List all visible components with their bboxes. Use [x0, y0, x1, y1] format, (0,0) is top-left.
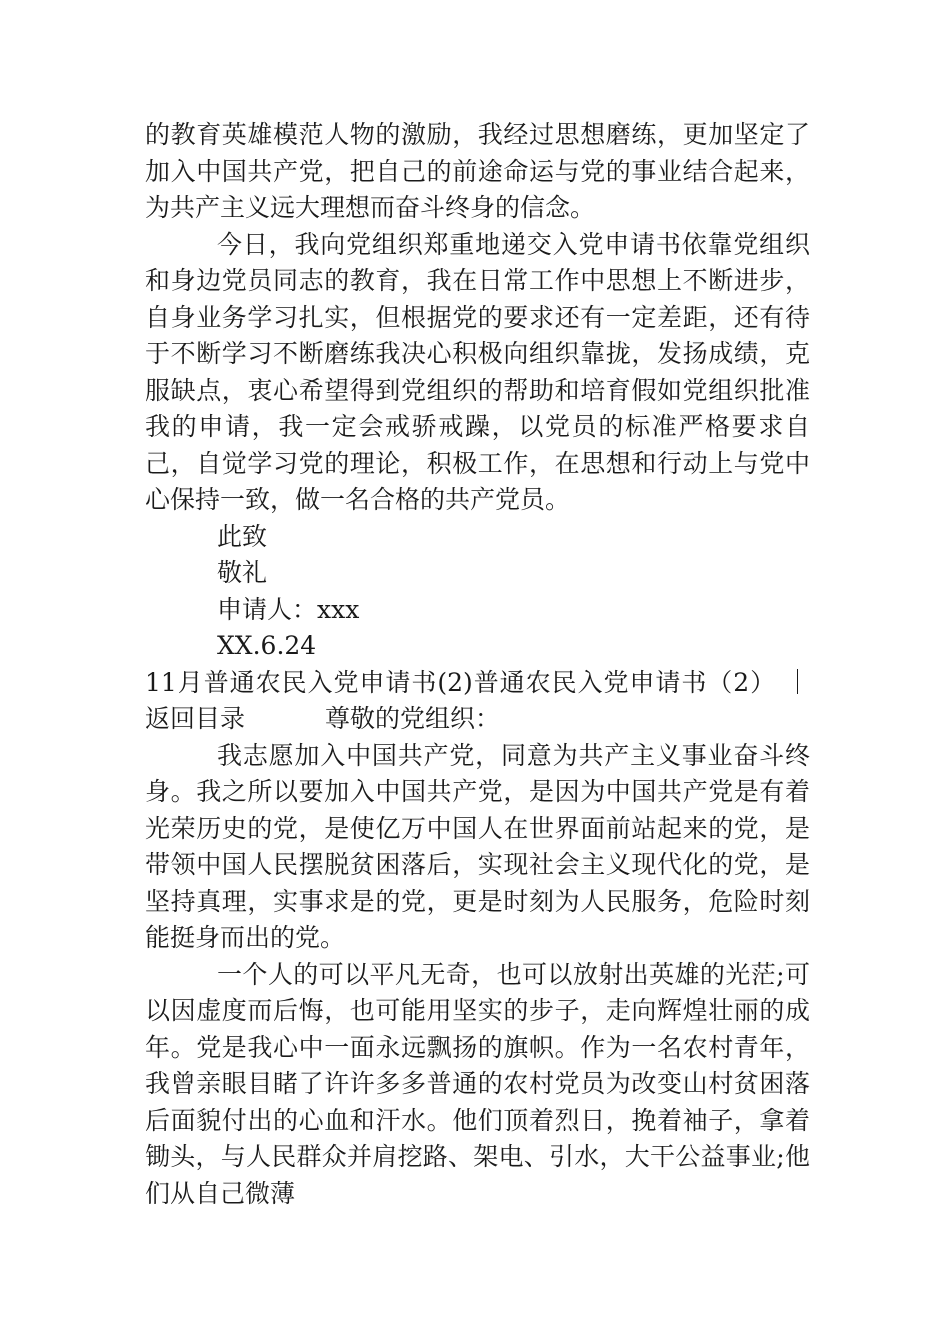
closing-jingli: 敬礼 — [217, 558, 268, 587]
document-body — [145, 117, 810, 1212]
paragraph-today: 今日，我向党组织郑重地递交入党申请书依靠党组织和身边党员同志的教育，我在日常工作中思想上不断进步，自身业务学习扎实，但根据党的要求还有一定差距，还有待于不断学习不断磨练我决心积极向组织靠拢，发扬成绩，克服缺点，衷心希望得到党组织的帮助和培育假如党组织批准我的申请，我一定会戒骄戒躁，以党员的标准严格要求自己，自觉学习党的理论，积极工作，在思想和行动上与党中心保持一致，做一名合格的共产党员。 — [145, 229, 810, 514]
closing-cizhi: 此致 — [217, 521, 268, 551]
paragraph-person: 一个人的可以平凡无奇，也可以放射出英雄的光茫;可以因虚度而后悔，也可能用坚实的步子，走向辉煌壮丽的成年。党是我心中一面永远飘扬的旗帜。作为一名农村青年，我曾亲眼目睹了许许多多普通的农村党员为改变山村贫困落后面貌付出的心血和汗水。他们顶着烈日，挽着袖子，拿着锄头，与人民群众并肩挖路、架电、引水，大干公益事业;他们从自己微薄 — [145, 959, 810, 1208]
salutation: 尊敬的党组织： — [325, 704, 501, 733]
section-heading-block — [145, 665, 810, 738]
section-heading[interactable]: 11月普通农民入党申请书(2)普通农民入党申请书（2） ｜ 返回目录 — [145, 667, 810, 733]
applicant-signature: 申请人：xxx — [217, 594, 360, 624]
paragraph-continuation: 的教育英雄模范人物的激励，我经过思想磨练，更加坚定了加入中国共产党，把自己的前途命运与党的事业结合起来，为共产主义远大理想而奋斗终身的信念。 — [145, 120, 810, 222]
paragraph-wish: 我志愿加入中国共产党，同意为共产主义事业奋斗终身。我之所以要加入中国共产党，是因为中国共产党是有着光荣历史的党，是使亿万中国人在世界面前站起来的党，是带领中国人民摆脱贫困落后，实现社会主义现代化的党，是坚持真理，实事求是的党，更是时刻为人民服务，危险时刻能挺身而出的党。 — [145, 740, 810, 952]
letter-date: XX.6.24 — [217, 631, 317, 660]
